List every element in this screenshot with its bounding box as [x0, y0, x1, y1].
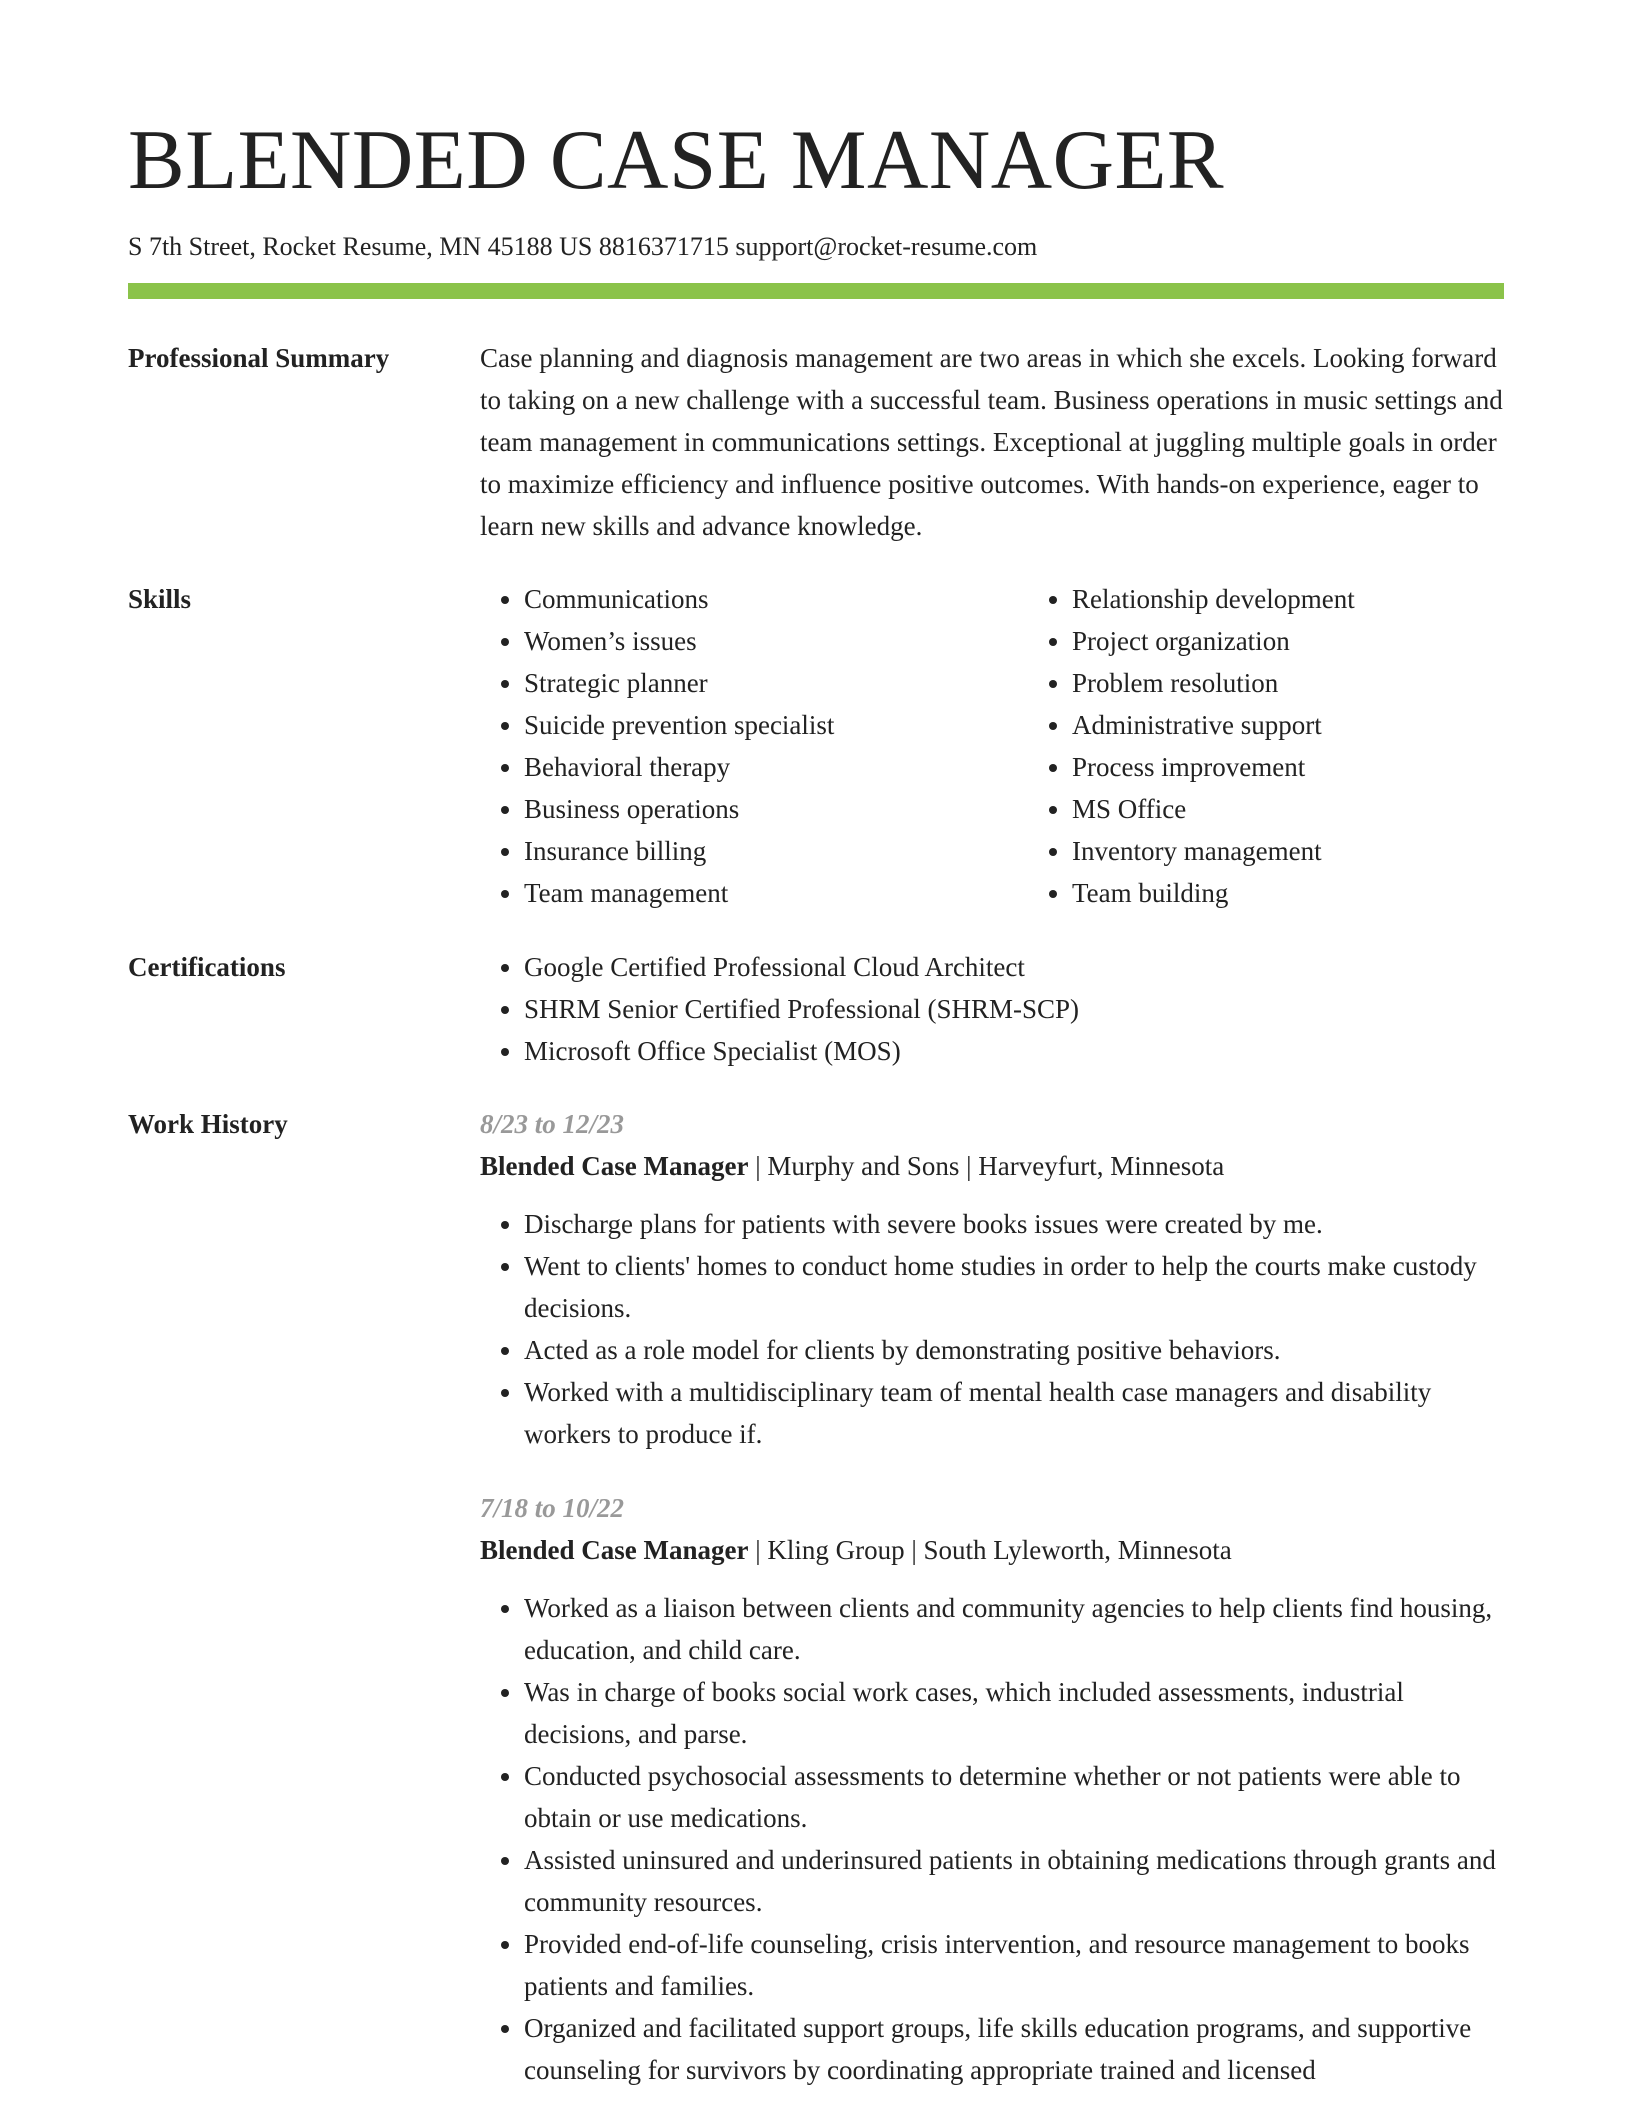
- job-bullets: [480, 1587, 1504, 2091]
- job-title: Blended Case Manager: [480, 1151, 749, 1181]
- skill-item: • Communications: [524, 578, 1028, 620]
- summary-text: Case planning and diagnosis management are two areas in which she excels. Looking forward to taking on a new challenge with a successful team. Business operations in music settings and team management in communications settings. Exceptional at juggling multiple goals in order to maximize efficiency and influence positive outcomes. With hands-on experience, eager to learn new skills and advance knowledge.: [480, 343, 1503, 541]
- job-dates: 7/18 to 10/22: [480, 1493, 625, 1523]
- skill-item: • Inventory management: [1072, 830, 1576, 872]
- job-heading: [480, 1145, 1504, 1187]
- job-bullet: • Provided end-of-life counseling, crisis intervention, and resource management to books patients and families.: [524, 1923, 1504, 2007]
- candidate-name: BLENDED CASE MANAGER: [128, 113, 1225, 207]
- certifications-section: [128, 946, 1504, 1072]
- job-bullet: • Went to clients' homes to conduct home studies in order to help the courts make custody decisions.: [524, 1245, 1504, 1329]
- job-heading: [480, 1529, 1504, 1571]
- skill-item: • MS Office: [1072, 788, 1576, 830]
- skill-item: • Women’s issues: [524, 620, 1028, 662]
- skill-item: • Project organization: [1072, 620, 1576, 662]
- certifications-list: [480, 946, 1504, 1072]
- jobs-container: [480, 1103, 1504, 2091]
- job-entry: [480, 1487, 1504, 2091]
- skill-item: • Strategic planner: [524, 662, 1028, 704]
- skill-item: • Behavioral therapy: [524, 746, 1028, 788]
- skill-item: • Business operations: [524, 788, 1028, 830]
- job-employer-location: | Kling Group | South Lyleworth, Minnesota: [748, 1535, 1232, 1565]
- job-bullet: • Discharge plans for patients with severe books issues were created by me.: [524, 1203, 1504, 1245]
- job-bullet: • Assisted uninsured and underinsured patients in obtaining medications through grants and community resources.: [524, 1839, 1504, 1923]
- professional-summary-section: [128, 337, 1504, 547]
- job-employer-location: | Murphy and Sons | Harveyfurt, Minnesota: [748, 1151, 1225, 1181]
- skills-section: [128, 578, 1504, 914]
- job-bullet: • Was in charge of books social work cases, which included assessments, industrial decisions, and parse.: [524, 1671, 1504, 1755]
- certification-item: • Google Certified Professional Cloud Architect: [524, 946, 1504, 988]
- certification-item: • SHRM Senior Certified Professional (SHRM-SCP): [524, 988, 1504, 1030]
- skills-list-right: [1028, 578, 1576, 914]
- skill-item: • Suicide prevention specialist: [524, 704, 1028, 746]
- contact-line: S 7th Street, Rocket Resume, MN 45188 US 8816371715 support@rocket-resume.com: [128, 232, 1038, 261]
- job-entry: [480, 1103, 1504, 1455]
- skill-item: • Team building: [1072, 872, 1576, 914]
- resume-page: [128, 110, 1504, 2091]
- section-label-work-history: Work History: [128, 1109, 288, 1139]
- job-bullet: • Acted as a role model for clients by demonstrating positive behaviors.: [524, 1329, 1504, 1371]
- job-bullets: [480, 1203, 1504, 1455]
- work-history-section: [128, 1103, 1504, 2091]
- job-title: Blended Case Manager: [480, 1535, 749, 1565]
- section-label-summary: Professional Summary: [128, 343, 390, 373]
- skill-item: • Insurance billing: [524, 830, 1028, 872]
- header-divider: [128, 283, 1504, 299]
- skills-list-left: [480, 578, 1028, 914]
- skill-item: • Process improvement: [1072, 746, 1576, 788]
- job-dates: 8/23 to 12/23: [480, 1109, 625, 1139]
- section-label-certifications: Certifications: [128, 952, 286, 982]
- job-bullet: • Organized and facilitated support groups, life skills education programs, and supportive counseling for survivors by coordinating appropriate trained and licensed: [524, 2007, 1504, 2091]
- skill-item: • Relationship development: [1072, 578, 1576, 620]
- skill-item: • Administrative support: [1072, 704, 1576, 746]
- job-bullet: • Worked as a liaison between clients and community agencies to help clients find housing, education, and child care.: [524, 1587, 1504, 1671]
- job-bullet: • Worked with a multidisciplinary team of mental health case managers and disability workers to produce if.: [524, 1371, 1504, 1455]
- job-bullet: • Conducted psychosocial assessments to determine whether or not patients were able to obtain or use medications.: [524, 1755, 1504, 1839]
- skill-item: • Problem resolution: [1072, 662, 1576, 704]
- skill-item: • Team management: [524, 872, 1028, 914]
- certification-item: • Microsoft Office Specialist (MOS): [524, 1030, 1504, 1072]
- section-label-skills: Skills: [128, 584, 192, 614]
